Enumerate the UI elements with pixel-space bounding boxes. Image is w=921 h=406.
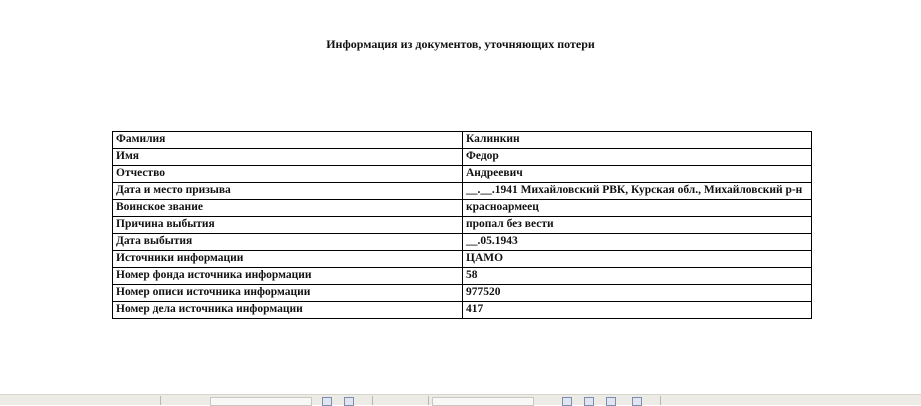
save-icon[interactable] [584,397,594,406]
row-value: 417 [463,302,812,319]
row-label: Воинское звание [113,200,463,217]
row-label: Номер дела источника информации [113,302,463,319]
row-value: Калинкин [463,132,812,149]
row-value: 58 [463,268,812,285]
table-row [113,268,812,285]
row-value: __.__.1941 Михайловский РВК, Курская обл., Михайловский р-н [463,183,812,200]
table-row [113,183,812,200]
row-value: 977520 [463,285,812,302]
viewer-toolbar [0,394,921,405]
table-row [113,200,812,217]
toolbar-field[interactable] [432,397,534,406]
page-title: Информация из документов, уточняющих потери [326,37,595,51]
row-label: Дата выбытия [113,234,463,251]
toolbar-field[interactable] [210,397,312,406]
row-label: Дата и место призыва [113,183,463,200]
zoom-out-icon[interactable] [322,397,332,406]
row-value: красноармеец [463,200,812,217]
row-value: Федор [463,149,812,166]
row-label: Отчество [113,166,463,183]
page-icon[interactable] [562,397,572,406]
row-label: Источники информации [113,251,463,268]
zoom-in-icon[interactable] [344,397,354,406]
table-row [113,234,812,251]
row-label: Фамилия [113,132,463,149]
table-row [113,302,812,319]
table-row [113,251,812,268]
row-value: пропал без вести [463,217,812,234]
losses-info-table [112,131,812,319]
table-row [113,217,812,234]
row-value: ЦАМО [463,251,812,268]
row-label: Причина выбытия [113,217,463,234]
row-label: Номер описи источника информации [113,285,463,302]
row-value: __.05.1943 [463,234,812,251]
table-row [113,132,812,149]
export-icon[interactable] [632,397,642,406]
table-row [113,166,812,183]
row-label: Имя [113,149,463,166]
row-label: Номер фонда источника информации [113,268,463,285]
print-icon[interactable] [606,397,616,406]
row-value: Андреевич [463,166,812,183]
table-row [113,285,812,302]
table-row [113,149,812,166]
